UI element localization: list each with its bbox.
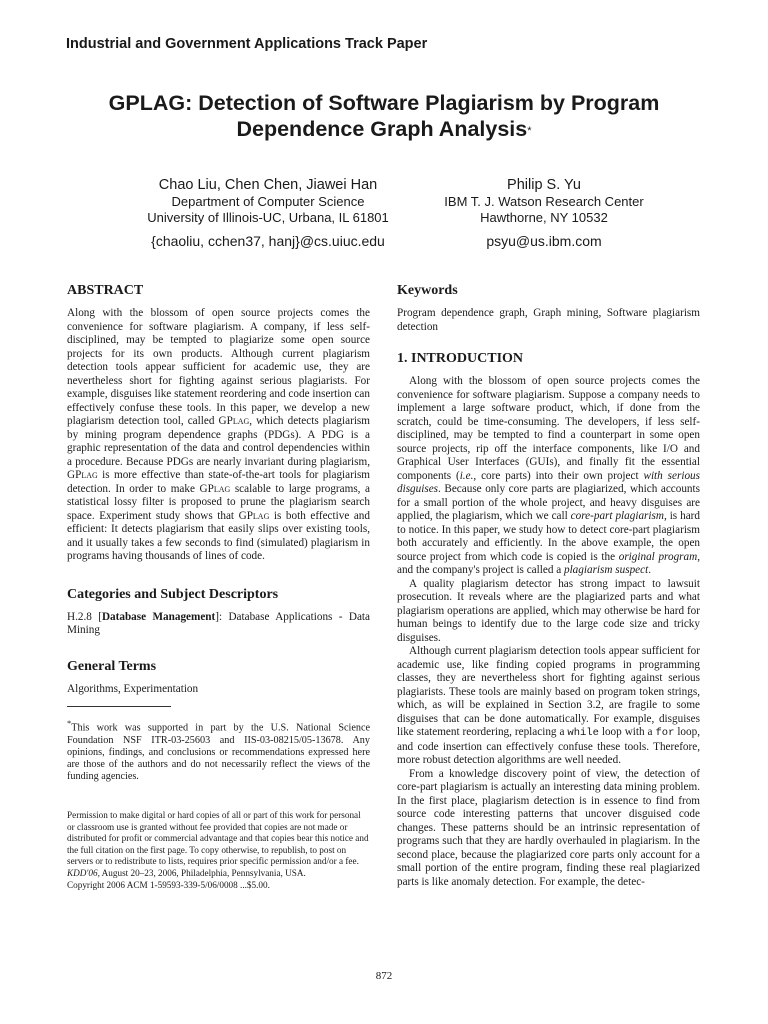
abstract-text: Along with the blossom of open source projects comes the convenience for software plagiarism. A company, if less self-disciplined, may be tempted to plagiarize some open source projects for its own products. Although current plagiarism detection tools appear sufficient for academic use, they are nevertheless short for fighting against serious plagiarists. For example, disguises like statement reordering and code insertion can effectively confuse these tools. In this paper, we develop a new plagiarism detection tool, called GPlag, which detects plagiarism by mining program dependence graphs (PDGs). A PDG is a graphic representation of the data and control dependencies within a procedure. Because PDGs are nearly invariant during plagiarism, GPlag is more effective than state-of-the-art tools for plagiarism detection. In order to make GPlag scalable to large programs, a statistical lossy filter is proposed to prune the plagiarism search space. Experiment study shows that GPlag is both effective and efficient: It detects plagiarism that easily slips over existing tools, and it usually takes a few seconds to find (simulated) plagiarism in programs having thousands of lines of code. bbox=[67, 307, 371, 562]
introduction-heading: 1. INTRODUCTION bbox=[397, 351, 524, 366]
intro-paragraph-2: A quality plagiarism detector has strong impact to lawsuit prosecution. It reveals where are the plagiarized parts and what plagiarism operations are applied, which may otherwise be hard for human beings to identify due to the large code size and tricky disguises. bbox=[397, 577, 700, 644]
page-number: 872 bbox=[375, 970, 393, 982]
copyright-line: Copyright 2006 ACM 1-59593-339-5/06/0008 ...$5.00. bbox=[67, 879, 270, 890]
general-terms-text: Algorithms, Experimentation bbox=[67, 682, 199, 695]
author-block-uiuc bbox=[96, 176, 440, 250]
abstract-heading: ABSTRACT bbox=[67, 283, 144, 298]
funding-footnote: *This work was supported in part by the U.S. National Science Foundation NSF ITR-03-25603 and IIS-03-08215/05-13678. Any opinions, findings, and conclusions or recommendations expressed here are those of the authors and do not necessarily reflect the views of the funding agencies. bbox=[67, 718, 370, 783]
author-organization: IBM T. J. Watson Research Center bbox=[444, 194, 644, 209]
intro-paragraph-3: Although current plagiarism detection tools appear sufficient for academic use, like finding copied programs in programming classes, they are nevertheless short for fighting against serious plagiarists. These tools are mainly based on program token strings, which, as will be explained in Section 3.2, are fragile to some disguises that can be done automatically. For example, disguises like statement reordering, replacing a while loop with a for loop, and code insertion can effectively confuse these tools. Therefore, more robust detection algorithms are well needed. bbox=[397, 645, 701, 766]
title-footnote-mark: * bbox=[527, 125, 532, 137]
conference-line: KDD'06, August 20–23, 2006, Philadelphia, Pennsylvania, USA. bbox=[67, 867, 306, 878]
author-university: University of Illinois-UC, Urbana, IL 61801 bbox=[147, 210, 389, 225]
title-line-1: GPLAG: Detection of Software Plagiarism by Program bbox=[108, 91, 660, 115]
left-column bbox=[67, 282, 370, 794]
keywords-text: Program dependence graph, Graph mining, Software plagiarism detection bbox=[397, 307, 700, 333]
author-location: Hawthorne, NY 10532 bbox=[480, 210, 608, 225]
permission-notice bbox=[67, 810, 370, 891]
title-line-2 bbox=[40, 116, 728, 142]
author-department: Department of Computer Science bbox=[171, 194, 365, 209]
author-email: psyu@us.ibm.com bbox=[486, 233, 602, 249]
categories-text: H.2.8 [Database Management]: Database Applications - Data Mining bbox=[67, 610, 370, 636]
permission-text: Permission to make digital or hard copies of all or part of this work for personal or classroom use is granted without fee provided that copies are not made or distributed for profit or commercial advantage and that copies bear this notice and the full citation on the first page. To copy otherwise, to republish, to post on servers or to redistribute to lists, requires prior specific permission and/or a fee. bbox=[67, 810, 369, 867]
title-line-2-text: Dependence Graph Analysis bbox=[236, 117, 528, 141]
track-header: Industrial and Government Applications Track Paper bbox=[66, 36, 428, 52]
intro-paragraph-1: Along with the blossom of open source projects comes the convenience for software plagiarism. Suppose a company needs to implement a large software product, which, if done from the scratch, could be time-consuming. The developers, if less self-disciplined, may be tempted to find a counterpart in some open source projects, rip off the interface components, like I/O and Graphical User Interfaces (GUIs), and finally fit the essential components (i.e., core parts) into their own project with serious disguises. Because only core parts are plagiarized, which accounts for a small portion of the whole project, and heavy disguises are applied, the plagiarism, which we call core-part plagiarism, is hard to notice. In this paper, we study how to detect core-part plagiarism both accurately and efficiently. In the above example, the open source project from which code is copied is the original program, and the company's project is called a plagiarism suspect. bbox=[397, 375, 700, 576]
intro-paragraph-4: From a knowledge discovery point of view, the detection of core-part plagiarism is actually an interesting data mining problem. In the first place, plagiarism detection is in essence to find from source code interesting patterns that uncover disguised code changes. These patterns should be an intrinsic representation of programs such that they are hardly overhauled in plagiarism. In the second place, because the plagiarized core parts only account for a small portion of the entire program, finding these real plagiarized parts is like anomaly detection. For example, the detec- bbox=[397, 767, 700, 888]
categories-heading: Categories and Subject Descriptors bbox=[67, 586, 279, 602]
right-column bbox=[397, 282, 700, 889]
author-names: Chao Liu, Chen Chen, Jiawei Han bbox=[158, 177, 378, 193]
author-names: Philip S. Yu bbox=[507, 177, 581, 193]
general-terms-heading: General Terms bbox=[67, 658, 157, 674]
author-block-ibm bbox=[394, 176, 694, 250]
keywords-heading: Keywords bbox=[397, 283, 458, 298]
footnote-rule bbox=[67, 706, 171, 707]
author-email: {chaoliu, cchen37, hanj}@cs.uiuc.edu bbox=[151, 233, 385, 249]
paper-title bbox=[40, 90, 728, 142]
